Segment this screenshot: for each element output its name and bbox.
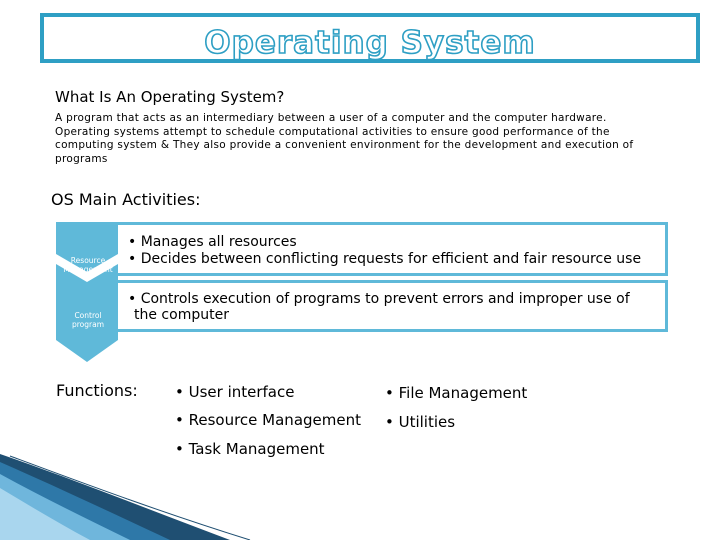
activity-chevron-graphic (56, 222, 126, 362)
function-item: • User interface (175, 383, 295, 401)
activity-panel-1 (118, 222, 668, 276)
description-text: A program that acts as an intermediary between a user of a computer and the computer hardware. Operating systems attempt to schedule computational activities to ensure good performance of the computing system & They also provide a convenient environment for the development and execution of programs (55, 112, 634, 165)
slide-title: Operating System (204, 25, 536, 61)
chevron-label-control: Control program (71, 311, 104, 329)
function-item: • Task Management (175, 440, 325, 458)
functions-label: Functions: (56, 381, 138, 400)
question-heading: What Is An Operating System? (55, 88, 285, 106)
activity-panel-2 (118, 280, 668, 332)
activity-bullet: • Manages all resources (128, 234, 297, 250)
decorative-swoosh (0, 440, 720, 540)
chevron-label-resource: Resource Management (63, 256, 113, 274)
function-item: • Utilities (385, 413, 456, 431)
activities-heading: OS Main Activities: (51, 190, 201, 209)
activity-bullet: • Decides between conflicting requests for efficient and fair resource use (128, 251, 642, 267)
activity-bullet: the computer (134, 307, 229, 323)
function-item: • File Management (385, 384, 528, 402)
function-item: • Resource Management (175, 411, 361, 429)
title-box (40, 13, 700, 63)
activity-bullet: • Controls execution of programs to prevent errors and improper use of (128, 291, 630, 307)
